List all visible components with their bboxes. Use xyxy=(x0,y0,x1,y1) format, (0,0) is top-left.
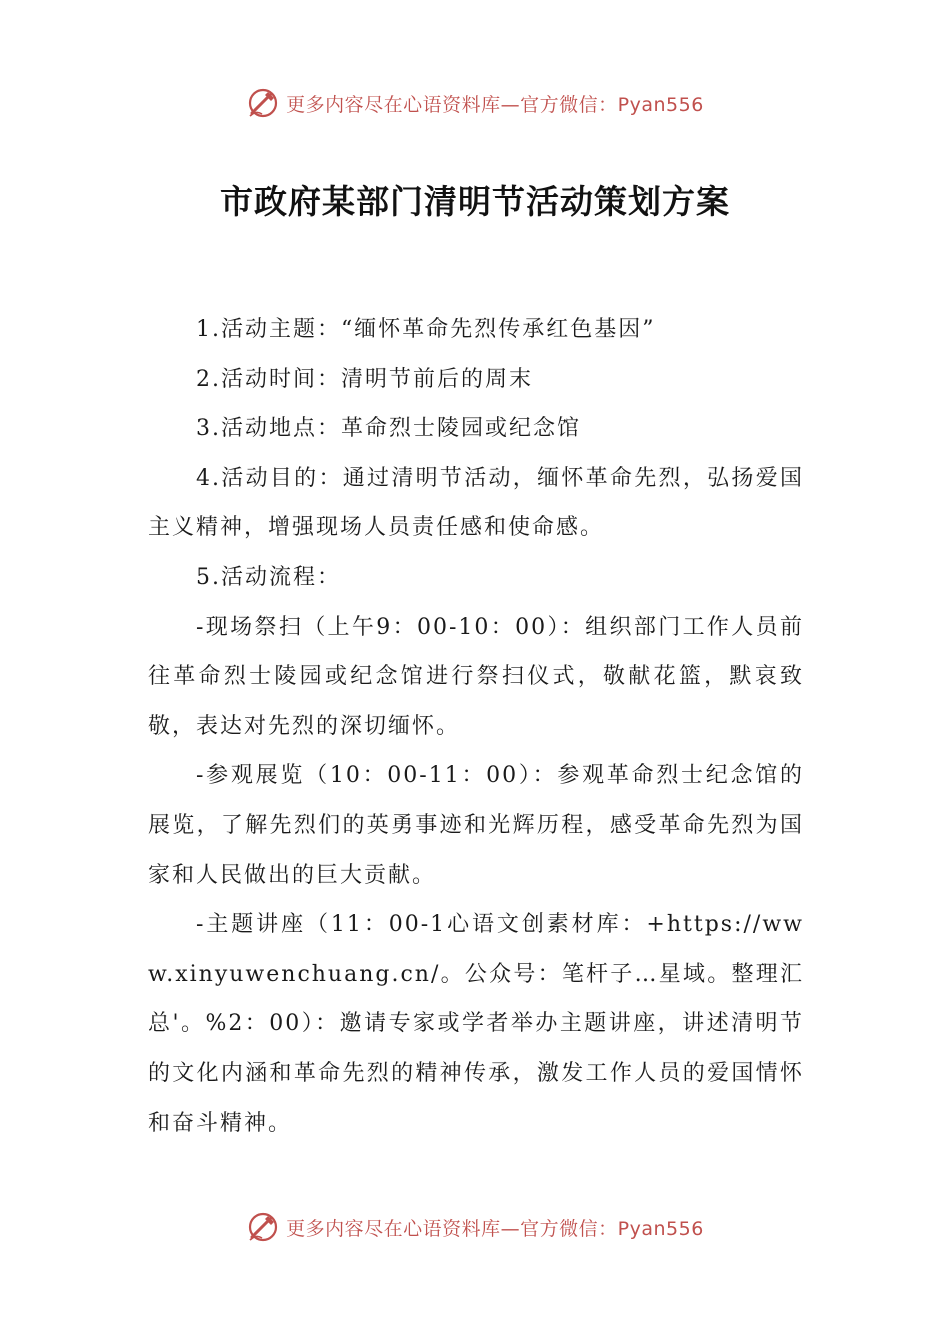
watermark-text: 更多内容尽在心语资料库—官方微信：Pyan556 xyxy=(286,93,704,116)
document-body xyxy=(148,305,804,1148)
paragraph-purpose: 4.活动目的：通过清明节活动，缅怀革命先烈，弘扬爱国主义精神，增强现场人员责任感和使命感。 xyxy=(148,465,804,541)
pen-signature-logo-icon xyxy=(246,86,280,120)
footer-watermark-banner xyxy=(0,1210,950,1244)
watermark-text: 更多内容尽在心语资料库—官方微信：Pyan556 xyxy=(286,1217,704,1240)
paragraph-location: 3.活动地点：革命烈士陵园或纪念馆 xyxy=(196,416,581,442)
pen-signature-logo-icon xyxy=(246,1210,280,1244)
paragraph-step-exhibition: -参观展览（10：00-11：00）：参观革命烈士纪念馆的展览，了解先烈们的英勇事迹和光辉历程，感受革命先烈为国家和人民做出的巨大贡献。 xyxy=(148,763,804,888)
header-watermark-banner xyxy=(0,86,950,120)
paragraph-time: 2.活动时间：清明节前后的周末 xyxy=(196,366,533,392)
paragraph-step-lecture: -主题讲座（11：00-1心语文创素材库：+https://www.xinyuwenchuang.cn/。公众号：笔杆子…星域。整理汇总'。%2：00）：邀请专家或学者举办主题讲座，讲述清明节的文化内涵和革命先烈的精神传承，激发工作人员的爱国情怀和奋斗精神。 xyxy=(148,912,804,1136)
paragraph-theme: 1.活动主题：“缅怀革命先烈传承红色基因” xyxy=(196,317,656,342)
paragraph-process-heading: 5.活动流程： xyxy=(196,564,341,590)
document-title: 市政府某部门清明节活动策划方案 xyxy=(220,182,730,221)
paragraph-step-sweeping: -现场祭扫（上午9：00-10：00）：组织部门工作人员前往革命烈士陵园或纪念馆进行祭扫仪式，敬献花篮，默哀致敬，表达对先烈的深切缅怀。 xyxy=(148,614,804,739)
